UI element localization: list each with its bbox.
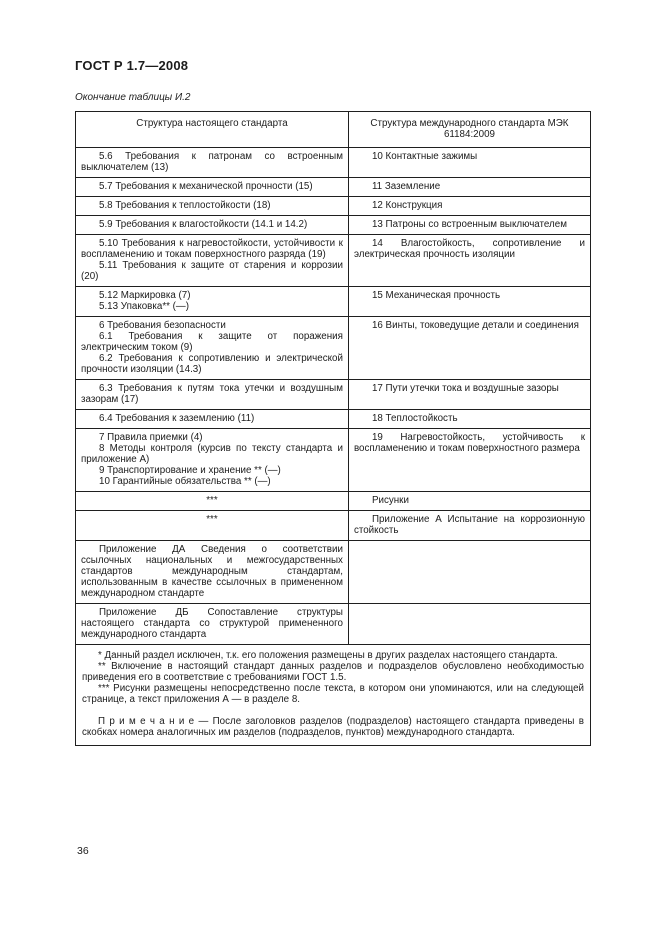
cell-international [348, 216, 590, 235]
cell-international [348, 541, 590, 604]
paragraph: Рисунки [371, 495, 409, 506]
cell-international [348, 492, 590, 511]
paragraph: 6 Требования безопасности [99, 320, 226, 331]
table-header-row [76, 112, 591, 148]
cell-international [348, 380, 590, 410]
table-row [76, 429, 591, 492]
cell-national [76, 317, 349, 380]
cell-national [76, 380, 349, 410]
table-row [76, 216, 591, 235]
paragraph: 5.6 Требования к патронам со встроенным выключателем (13) [81, 151, 343, 173]
paragraph: 6.4 Требования к заземлению (11) [99, 413, 255, 424]
paragraph: 12 Конструкция [371, 200, 443, 211]
paragraph: 5.10 Требования к нагревостойкости, устойчивости к воспламенению и токам поверхностного разряда (19) [81, 238, 343, 260]
document-title: ГОСТ Р 1.7—2008 [75, 58, 189, 73]
cell-national [76, 541, 349, 604]
cell-national [76, 287, 349, 317]
paragraph: 10 Контактные зажимы [371, 151, 478, 162]
paragraph: 17 Пути утечки тока и воздушные зазоры [371, 383, 559, 394]
paragraph: 19 Нагревостойкость, устойчивость к воспламенению и токам поверхностного размера [353, 432, 585, 454]
paragraph: 5.13 Упаковка** (—) [99, 301, 189, 312]
table-row [76, 511, 591, 541]
column-header-national-standard: Структура настоящего стандарта [76, 112, 349, 148]
table-row [76, 197, 591, 216]
paragraph: 13 Патроны со встроенным выключателем [371, 219, 567, 230]
cell-international [348, 197, 590, 216]
footnote: *** Рисунки размещены непосредственно после текста, в котором они упоминаются, или на следующей странице, а текст приложения А — в разделе 8. [82, 683, 584, 705]
table-row [76, 604, 591, 645]
cell-international [348, 604, 590, 645]
paragraph: *** [206, 514, 218, 525]
paragraph: 8 Методы контроля (курсив по тексту стандарта и приложение А) [81, 443, 343, 465]
cell-national [76, 511, 349, 541]
table-row [76, 287, 591, 317]
cell-international [348, 511, 590, 541]
comparison-table [75, 111, 591, 746]
paragraph: 5.8 Требования к теплостойкости (18) [99, 200, 271, 211]
paragraph: 14 Влагостойкость, сопротивление и электрическая прочность изоляции [353, 238, 585, 260]
cell-national [76, 148, 349, 178]
cell-national [76, 178, 349, 197]
column-header-international-standard: Структура международного стандарта МЭК 61184:2009 [348, 112, 590, 148]
paragraph: 18 Теплостойкость [371, 413, 458, 424]
cell-national [76, 429, 349, 492]
footnotes-row [76, 645, 591, 746]
footnote: * Данный раздел исключен, т.к. его положения размещены в других разделах настоящего стандарта. [98, 650, 558, 661]
table-row [76, 410, 591, 429]
cell-international [348, 235, 590, 287]
paragraph: *** [206, 495, 218, 506]
cell-national [76, 492, 349, 511]
table-row [76, 492, 591, 511]
paragraph: 5.9 Требования к влагостойкости (14.1 и 14.2) [99, 219, 308, 230]
cell-national [76, 410, 349, 429]
paragraph: 5.7 Требования к механической прочности (15) [99, 181, 313, 192]
cell-national [76, 216, 349, 235]
paragraph: 5.11 Требования к защите от старения и коррозии (20) [81, 260, 343, 282]
paragraph: Приложение ДБ Сопоставление структуры настоящего стандарта со структурой примененного международного стандарта [81, 607, 343, 640]
cell-national [76, 604, 349, 645]
cell-international [348, 429, 590, 492]
paragraph: Приложение ДА Сведения о соответствии ссылочных национальных и межгосударственных стандартов международным стандартам, использованным в качестве ссылочных в примененном международном стандарте [81, 544, 343, 599]
paragraph: 16 Винты, токоведущие детали и соединения [371, 320, 579, 331]
cell-international [348, 410, 590, 429]
table-caption: Окончание таблицы И.2 [75, 92, 191, 103]
table-row [76, 148, 591, 178]
cell-international [348, 178, 590, 197]
paragraph: Приложение А Испытание на коррозионную стойкость [353, 514, 585, 536]
cell-national [76, 235, 349, 287]
paragraph: 10 Гарантийные обязательства ** (—) [99, 476, 271, 487]
table-row [76, 541, 591, 604]
cell-national [76, 197, 349, 216]
page-number: 36 [77, 845, 89, 857]
paragraph: 15 Механическая прочность [371, 290, 501, 301]
paragraph: 9 Транспортирование и хранение ** (—) [99, 465, 281, 476]
paragraph: 6.1 Требования к защите от поражения электрическим током (9) [81, 331, 343, 353]
paragraph: 5.12 Маркировка (7) [99, 290, 191, 301]
cell-international [348, 317, 590, 380]
paragraph: 6.2 Требования к сопротивлению и электрической прочности изоляции (14.3) [81, 353, 343, 375]
footnote: ** Включение в настоящий стандарт данных разделов и подразделов обусловлено необходимостью приведения его в соответствие с требованиями ГОСТ 1.5. [82, 661, 584, 683]
footnotes-cell [76, 645, 591, 746]
paragraph: 7 Правила приемки (4) [99, 432, 203, 443]
paragraph: 6.3 Требования к путям тока утечки и воздушным зазорам (17) [81, 383, 343, 405]
table-row [76, 178, 591, 197]
cell-international [348, 148, 590, 178]
table-row [76, 380, 591, 410]
table-row [76, 317, 591, 380]
table-row [76, 235, 591, 287]
cell-international [348, 287, 590, 317]
note: П р и м е ч а н и е — После заголовков разделов (подразделов) настоящего стандарта приведены в скобках номера аналогичных им разделов (подразделов, пунктов) международного стандарта. [82, 716, 584, 738]
paragraph: 11 Заземление [371, 181, 441, 192]
